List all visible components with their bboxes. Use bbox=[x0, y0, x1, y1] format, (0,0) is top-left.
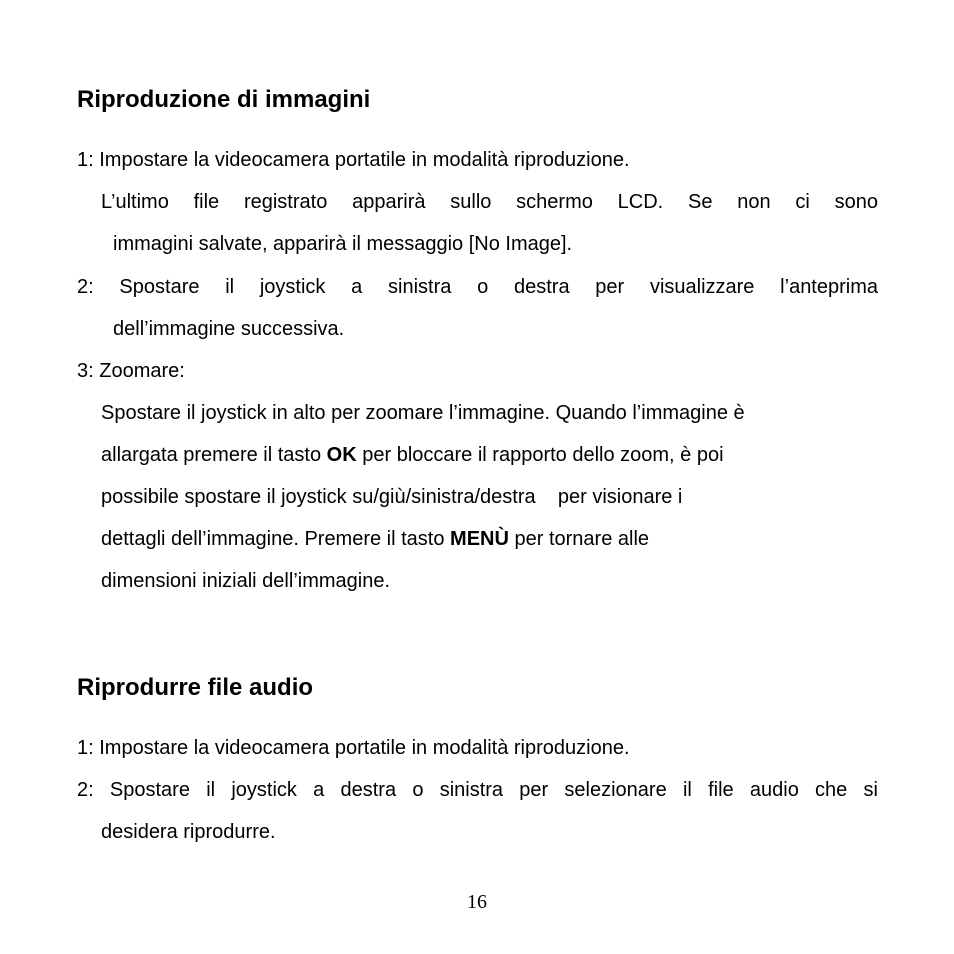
ok-key-label: OK bbox=[326, 444, 357, 466]
audio-step-1-text: 1: Impostare la videocamera portatile in modalità riproduzione. bbox=[77, 737, 630, 759]
section-heading-image-playback: Riproduzione di immagini bbox=[77, 86, 371, 113]
audio-step-2-line-1: 2: Spostare il joystick a destra o sinistra per selezionare il file audio che si bbox=[77, 779, 878, 801]
zoom-text-line-5: dimensioni iniziali dell’immagine. bbox=[101, 570, 391, 592]
zoom-text-line-1: Spostare il joystick in alto per zoomare l’immagine. Quando l’immagine è bbox=[101, 402, 745, 424]
step-1-detail-line-1: L’ultimo file registrato apparirà sullo schermo LCD. Se non ci sono bbox=[101, 191, 878, 213]
zoom-text-line-2-start: allargata premere il tasto bbox=[101, 444, 327, 466]
step-3-text: 3: Zoomare: bbox=[77, 360, 185, 382]
step-2-line-1: 2: Spostare il joystick a sinistra o destra per visualizzare l’anteprima bbox=[77, 276, 878, 298]
audio-step-2-line-2: desidera riprodurre. bbox=[101, 821, 276, 843]
zoom-text-line-3: possibile spostare il joystick su/giù/sinistra/destra per visionare i bbox=[101, 486, 683, 508]
page-number: 16 bbox=[467, 891, 487, 913]
zoom-text-line-4-end: per tornare alle bbox=[508, 528, 650, 550]
menu-key-label: MENÙ bbox=[450, 528, 509, 550]
zoom-text-line-4 bbox=[101, 527, 649, 551]
step-1-text: 1: Impostare la videocamera portatile in modalità riproduzione. bbox=[77, 149, 630, 171]
step-2-line-2: dell’immagine successiva. bbox=[113, 318, 345, 340]
step-1-detail-line-2: immagini salvate, apparirà il messaggio [No Image]. bbox=[113, 233, 573, 255]
zoom-text-line-2-end: per bloccare il rapporto dello zoom, è poi bbox=[356, 444, 724, 466]
zoom-text-line-2 bbox=[101, 443, 724, 467]
zoom-text-line-4-start: dettagli dell’immagine. Premere il tasto bbox=[101, 528, 451, 550]
section-heading-audio-playback: Riprodurre file audio bbox=[77, 674, 314, 701]
